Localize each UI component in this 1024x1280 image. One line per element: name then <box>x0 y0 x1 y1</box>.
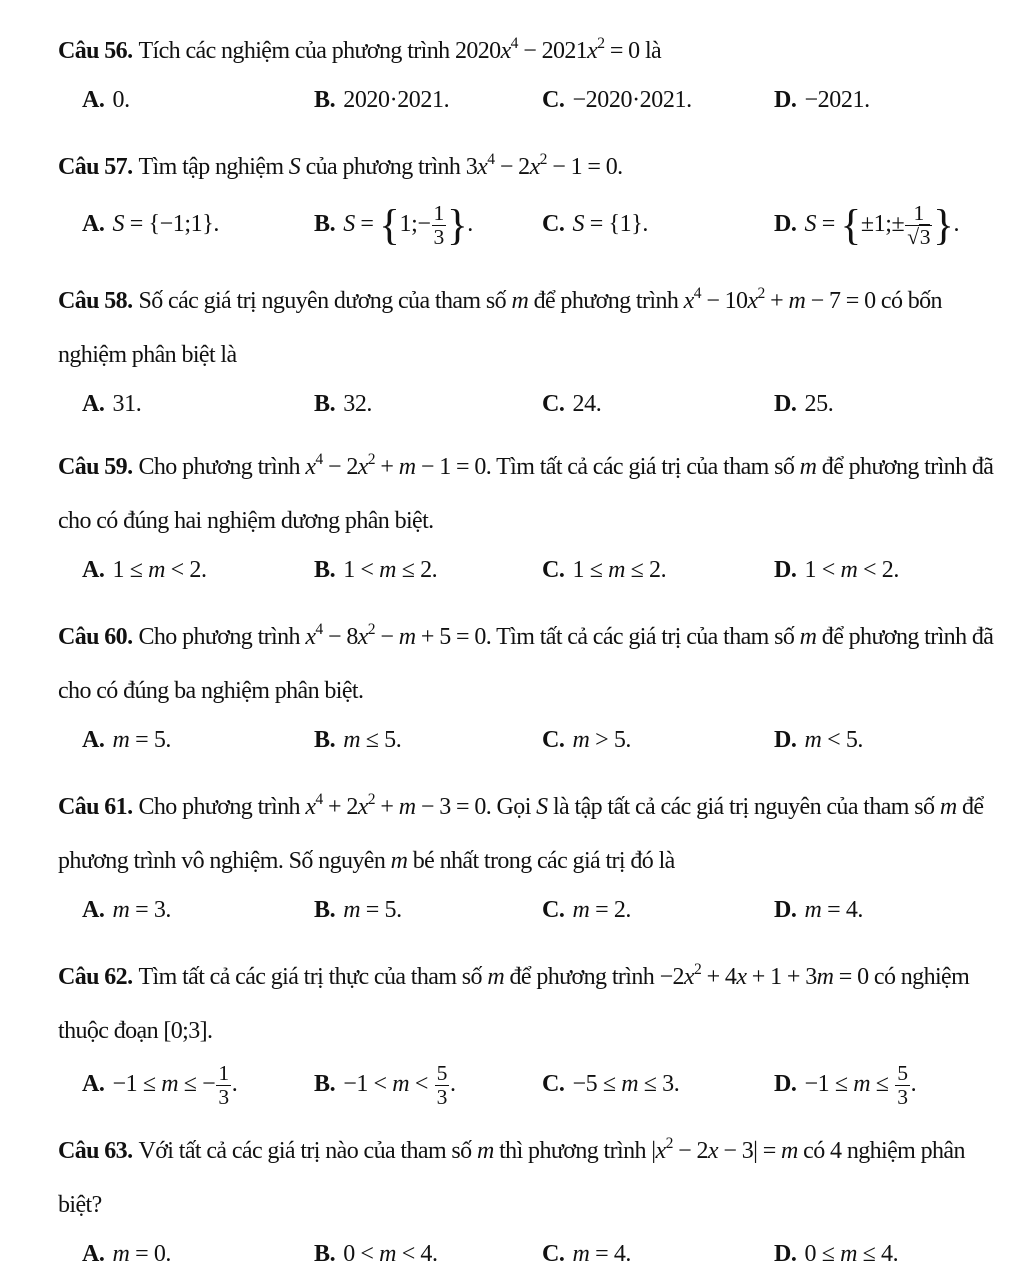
option-c[interactable]: C. −2020·2021. <box>542 87 692 113</box>
option-c[interactable]: C. m = 4. <box>542 1241 632 1267</box>
answer-options <box>58 78 1010 122</box>
question-58 <box>58 274 1010 426</box>
option-c[interactable]: C. 1 ≤ m ≤ 2. <box>542 557 667 583</box>
question-61 <box>58 780 1010 932</box>
option-d[interactable]: D. −2021. <box>774 87 870 113</box>
question-63 <box>58 1124 1010 1276</box>
option-c[interactable]: C. −5 ≤ m ≤ 3. <box>542 1071 680 1097</box>
option-c[interactable]: C. 24. <box>542 391 602 417</box>
option-b[interactable]: B. 2020·2021. <box>314 87 450 113</box>
question-59 <box>58 440 1010 592</box>
option-a[interactable]: A. S = {−1;1}. <box>82 211 219 237</box>
option-d[interactable]: D. −1 ≤ m ≤ $\frac{5}{3}$ . <box>774 1061 917 1109</box>
option-a[interactable]: A. m = 3. <box>82 897 172 923</box>
question-stem: Câu 63. Với tất cả các giá trị nào của tham số m thì phương trình $|x^2 - 2x - 3| = m$ có 4 nghiệm phân biệt? <box>58 1135 965 1218</box>
question-stem: Câu 56. Tích các nghiệm của phương trình $2020x^4 - 2021x^2 = 0$ là <box>58 35 662 64</box>
question-stem: Câu 62. Tìm tất cả các giá trị thực của tham số m để phương trình $-2x^2 + 4x + 1 + 3m = 0$ có nghiệm thuộc đoạn [0;3]. <box>58 961 970 1044</box>
question-stem: Câu 60. Cho phương trình $x^4 - 8x^2 - m + 5 = 0$. Tìm tất cả các giá trị của tham số m để phương trình đã cho có đúng ba nghiệm phân biệt. <box>58 621 994 704</box>
answer-options <box>58 1232 1010 1276</box>
question-number: Câu 57. <box>58 154 133 180</box>
question-stem: Câu 59. Cho phương trình $x^4 - 2x^2 + m - 1 = 0$. Tìm tất cả các giá trị của tham số m để phương trình đã cho có đúng hai nghiệm dương phân biệt. <box>58 451 994 534</box>
option-b[interactable]: B. 1 < m ≤ 2. <box>314 557 438 583</box>
option-d[interactable]: D. m = 4. <box>774 897 864 923</box>
option-b[interactable]: B. 0 < m < 4. <box>314 1241 438 1267</box>
question-60 <box>58 610 1010 762</box>
answer-options <box>58 548 1010 592</box>
answer-options <box>58 1058 1010 1114</box>
question-stem: Câu 61. Cho phương trình $x^4 + 2x^2 + m - 3 = 0$. Gọi S là tập tất cả các giá trị nguyên của tham số m để phương trình vô nghiệm. Số nguyên m bé nhất trong các giá trị đó là <box>58 791 984 874</box>
question-stem: Câu 57. Tìm tập nghiệm S của phương trình $3x^4 - 2x^2 - 1 = 0$. <box>58 151 623 180</box>
option-c[interactable]: C. m = 2. <box>542 897 632 923</box>
option-a[interactable]: A. m = 5. <box>82 727 172 753</box>
question-56 <box>58 24 1010 122</box>
option-b[interactable]: B. −1 < m < $\frac{5}{3}$ . <box>314 1061 456 1109</box>
question-number: Câu 62. <box>58 964 133 990</box>
option-a[interactable]: A. m = 0. <box>82 1241 172 1267</box>
question-stem: Câu 58. Số các giá trị nguyên dương của tham số m để phương trình $x^4 - 10x^2 + m - 7 = 0$ có bốn nghiệm phân biệt là <box>58 285 942 368</box>
question-number: Câu 60. <box>58 624 133 650</box>
option-a[interactable]: A. −1 ≤ m ≤ − $\frac{1}{3}$ . <box>82 1061 238 1109</box>
option-a[interactable]: A. 0. <box>82 87 130 113</box>
answer-options <box>58 194 1010 254</box>
option-d[interactable]: D. 25. <box>774 391 834 417</box>
option-d[interactable]: D. 0 ≤ m ≤ 4. <box>774 1241 899 1267</box>
option-c[interactable]: C. m > 5. <box>542 727 632 753</box>
option-d[interactable]: D. m < 5. <box>774 727 864 753</box>
answer-options <box>58 888 1010 932</box>
question-62 <box>58 950 1010 1114</box>
option-d[interactable]: D. 1 < m < 2. <box>774 557 899 583</box>
question-57 <box>58 140 1010 254</box>
option-b[interactable]: B. S = {1;− $\frac{1}{3}$ }. <box>314 201 473 249</box>
option-b[interactable]: B. m ≤ 5. <box>314 727 402 753</box>
option-a[interactable]: A. 1 ≤ m < 2. <box>82 557 207 583</box>
question-number: Câu 63. <box>58 1138 133 1164</box>
option-b[interactable]: B. m = 5. <box>314 897 402 923</box>
answer-options <box>58 382 1010 426</box>
option-c[interactable]: C. S = {1}. <box>542 211 648 237</box>
option-d[interactable]: D. S = {±1;± $\frac{1}{√3}$ }. <box>774 201 960 249</box>
option-a[interactable]: A. 31. <box>82 391 142 417</box>
question-number: Câu 58. <box>58 288 133 314</box>
question-number: Câu 56. <box>58 38 133 64</box>
option-b[interactable]: B. 32. <box>314 391 373 417</box>
question-number: Câu 61. <box>58 794 133 820</box>
question-number: Câu 59. <box>58 454 133 480</box>
answer-options <box>58 718 1010 762</box>
